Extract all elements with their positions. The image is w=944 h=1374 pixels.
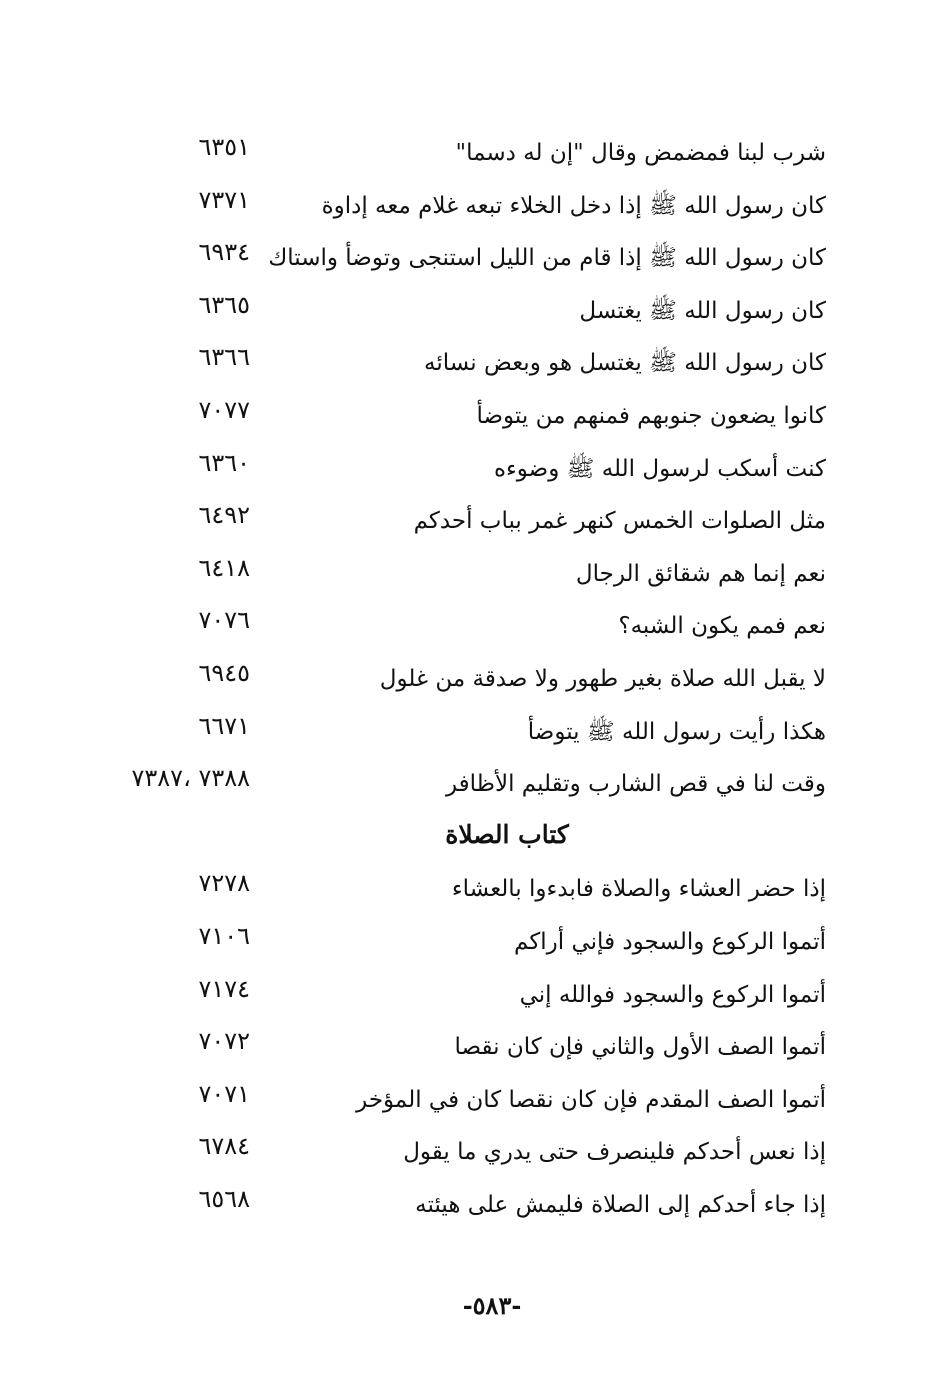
index-entry <box>0 549 944 602</box>
hadith-number: ٧٠٧٧ <box>198 395 250 424</box>
hadith-number: ٦٧٨٤ <box>198 1132 250 1161</box>
hadith-number: ٧١٧٤ <box>198 974 250 1003</box>
index-entry <box>0 759 944 812</box>
hadith-text: أتموا الصف الأول والثاني فإن كان نقصا <box>454 1034 826 1061</box>
index-entry <box>0 391 944 444</box>
hadith-text: أتموا الركوع والسجود فإني أراكم <box>514 928 826 955</box>
hadith-text: إذا نعس أحدكم فلينصرف حتى يدري ما يقول <box>403 1139 826 1166</box>
index-entry <box>0 444 944 497</box>
index-entry <box>0 654 944 707</box>
hadith-text: إذا حضر العشاء والصلاة فابدءوا بالعشاء <box>451 876 826 903</box>
index-entry <box>0 1022 944 1075</box>
index-entry <box>0 338 944 391</box>
section-heading-row <box>0 812 944 865</box>
index-entry <box>0 970 944 1023</box>
index-entry <box>0 707 944 760</box>
hadith-text: كان رسول الله ﷺ يغتسل <box>579 297 826 324</box>
hadith-text: كنت أسكب لرسول الله ﷺ وضوءه <box>493 455 826 482</box>
index-entry <box>0 864 944 917</box>
section-heading <box>0 818 944 852</box>
page-number-text: -٥٨٣- <box>462 1291 522 1320</box>
index-entry <box>0 181 944 234</box>
hadith-text: هكذا رأيت رسول الله ﷺ يتوضأ <box>527 718 826 745</box>
hadith-text: أتموا الركوع والسجود فوالله إني <box>519 981 826 1008</box>
hadith-number: ٦٩٣٤ <box>198 238 250 267</box>
index-entry <box>0 601 944 654</box>
hadith-text: أتموا الصف المقدم فإن كان نقصا كان في المؤخر <box>356 1086 826 1113</box>
hadith-number: ٦٩٤٥ <box>198 658 250 687</box>
index-entry <box>0 1127 944 1180</box>
hadith-text: كان رسول الله ﷺ إذا دخل الخلاء تبعه غلام معه إداوة <box>321 192 826 219</box>
index-entry <box>0 496 944 549</box>
hadith-number: ٦٥٦٨ <box>198 1184 250 1213</box>
hadith-number: ٦٣٥١ <box>198 133 250 161</box>
page-number <box>0 1290 944 1322</box>
hadith-number: ٦٦٧١ <box>198 711 250 740</box>
index-entry <box>0 286 944 339</box>
hadith-text: وقت لنا في قص الشارب وتقليم الأظافر <box>445 771 826 798</box>
hadith-index-list <box>0 128 944 1232</box>
hadith-number: ٦٣٦٦ <box>198 343 250 372</box>
hadith-number: ٦٤٩٢ <box>198 501 250 530</box>
hadith-number: ٦٤١٨ <box>198 553 250 582</box>
hadith-number: ٧٢٧٨ <box>198 869 250 898</box>
hadith-text: لا يقبل الله صلاة بغير طهور ولا صدقة من غلول <box>379 665 826 692</box>
hadith-number: ٧٠٧٦ <box>198 606 250 635</box>
hadith-number: ٧٠٧١ <box>198 1079 250 1108</box>
hadith-text: كان رسول الله ﷺ إذا قام من الليل استنجى وتوضأ واستاك <box>268 245 826 272</box>
hadith-text: نعم إنما هم شقائق الرجال <box>575 560 826 587</box>
index-entry <box>0 917 944 970</box>
hadith-number: ٧٣٨٨ ،٧٣٨٧ <box>131 764 250 793</box>
index-entry <box>0 233 944 286</box>
index-entry <box>0 128 944 181</box>
hadith-number: ٦٣٦٥ <box>198 290 250 319</box>
hadith-number: ٧٣٧١ <box>198 185 250 214</box>
index-entry <box>0 1075 944 1128</box>
hadith-number: ٧١٠٦ <box>198 921 250 950</box>
hadith-text: كان رسول الله ﷺ يغتسل هو وبعض نسائه <box>424 350 826 377</box>
hadith-text: مثل الصلوات الخمس كنهر غمر بباب أحدكم <box>413 508 826 535</box>
hadith-text: كانوا يضعون جنوبهم فمنهم من يتوضأ <box>476 402 826 429</box>
hadith-text: نعم فمم يكون الشبه؟ <box>618 613 826 640</box>
section-heading-text: كتاب الصلاة <box>445 819 569 849</box>
hadith-text: إذا جاء أحدكم إلى الصلاة فليمش على هيئته <box>415 1191 826 1218</box>
hadith-number: ٧٠٧٢ <box>198 1027 250 1056</box>
hadith-text: شرب لبنا فمضمض وقال "إن له دسما" <box>455 140 826 166</box>
index-entry <box>0 1180 944 1233</box>
hadith-number: ٦٣٦٠ <box>198 448 250 477</box>
